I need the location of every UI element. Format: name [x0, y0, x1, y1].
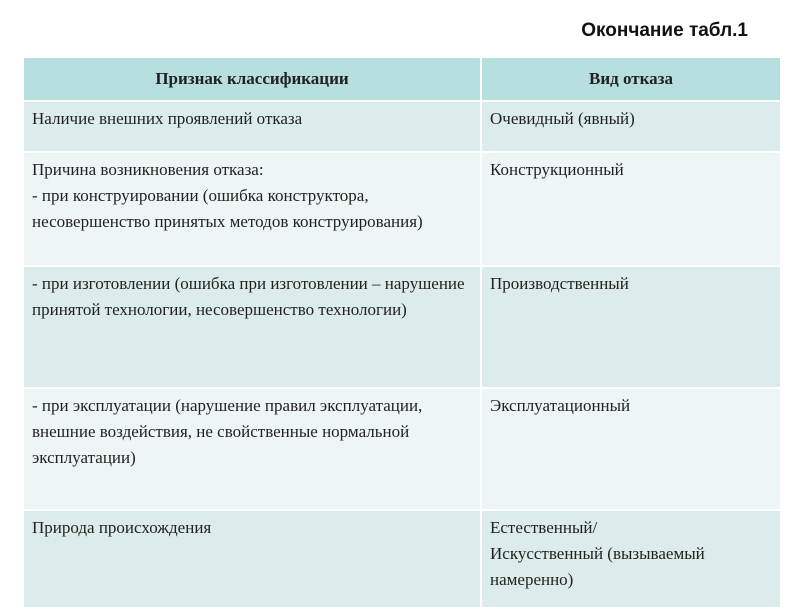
table-row	[23, 101, 781, 152]
table-row	[23, 388, 781, 510]
cell-failure-type: Конструкционный	[481, 152, 781, 266]
cell-failure-type: Очевидный (явный)	[481, 101, 781, 152]
column-header-failure-type: Вид отказа	[481, 57, 781, 101]
cell-criterion: Наличие внешних проявлений отказа	[23, 101, 481, 152]
table-caption: Окончание табл.1	[581, 20, 748, 41]
table-row	[23, 510, 781, 608]
table-row	[23, 152, 781, 266]
table-row	[23, 266, 781, 388]
cell-failure-type: Производственный	[481, 266, 781, 388]
cell-failure-type: Эксплуатационный	[481, 388, 781, 510]
cell-criterion: Природа происхождения	[23, 510, 481, 608]
classification-table	[22, 56, 782, 609]
cell-criterion: - при изготовлении (ошибка при изготовлении – нарушение принятой технологии, несовершенство технологии)	[23, 266, 481, 388]
cell-criterion: Причина возникновения отказа: - при конструировании (ошибка конструктора, несовершенство принятых методов конструирования)	[23, 152, 481, 266]
table-header-row	[23, 57, 781, 101]
column-header-criterion: Признак классификации	[23, 57, 481, 101]
cell-failure-type: Естественный/ Искусственный (вызываемый намеренно)	[481, 510, 781, 608]
cell-criterion: - при эксплуатации (нарушение правил эксплуатации, внешние воздействия, не свойственные нормальной эксплуатации)	[23, 388, 481, 510]
